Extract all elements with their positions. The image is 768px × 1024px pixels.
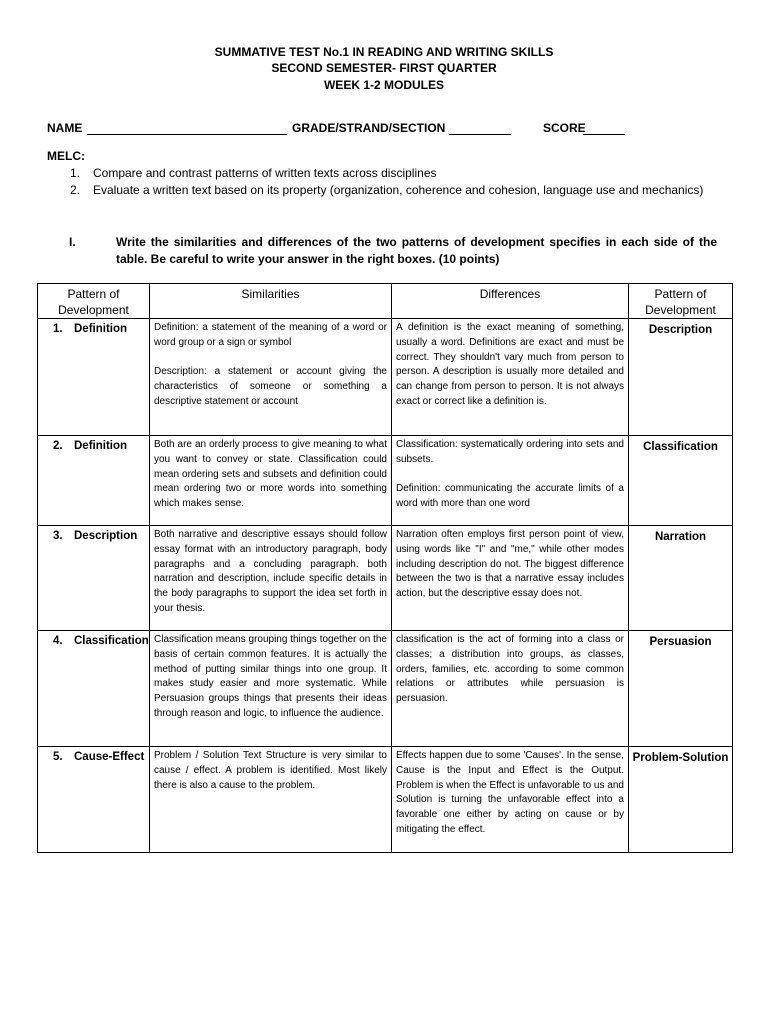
grade-strand-section-blank[interactable]	[449, 134, 511, 135]
row-number: 3.	[53, 530, 63, 542]
right-pattern-cell: Problem-Solution	[629, 747, 733, 853]
left-pattern-cell	[38, 631, 150, 747]
right-pattern-cell: Persuasion	[629, 631, 733, 747]
test-title: SUMMATIVE TEST No.1 IN READING AND WRITING SKILLS	[214, 45, 554, 59]
similarities-paragraph: Problem / Solution Text Structure is very similar to cause / effect. A problem is identified. Most likely there is also a cause to the problem.	[154, 750, 387, 791]
melc-label: MELC:	[47, 149, 85, 163]
similarities-cell[interactable]	[150, 319, 392, 436]
differences-paragraph: Definition: communicating the accurate limits of a word with more than one word	[396, 483, 624, 510]
left-pattern-name: Description	[74, 530, 138, 542]
similarities-paragraph: Both narrative and descriptive essays should follow essay format with an introductory paragraph, body paragraphs and a concluding paragraph. both narration and description, include specific details in the body paragraphs to support the idea set forth in your thesis.	[154, 529, 387, 614]
right-pattern-cell: Narration	[629, 526, 733, 631]
differences-cell[interactable]	[392, 436, 629, 526]
melc-item	[70, 182, 716, 216]
differences-paragraph: Classification: systematically ordering into sets and subsets.	[396, 439, 624, 465]
differences-cell[interactable]	[392, 526, 629, 631]
similarities-cell[interactable]	[150, 526, 392, 631]
row-number: 1.	[53, 323, 63, 335]
table-header-row	[38, 284, 733, 319]
name-blank[interactable]	[87, 134, 287, 135]
differences-paragraph: classification is the act of forming into a class or classes; a distribution into groups, as classes, orders, families, etc. according to some common relations or attributes while persuasion is persuasion.	[396, 634, 624, 705]
row-number: 5.	[53, 751, 63, 763]
table-row	[38, 319, 733, 436]
header-similarities: Similarities	[150, 284, 392, 319]
melc-item	[70, 165, 716, 182]
differences-cell[interactable]	[392, 319, 629, 436]
similarities-paragraph: Definition: a statement of the meaning of a word or word group or a sign or symbol	[154, 322, 387, 348]
left-pattern-cell	[38, 436, 150, 526]
grade-strand-section-label: GRADE/STRAND/SECTION	[292, 121, 446, 135]
student-info-row	[47, 121, 717, 139]
differences-paragraph: Narration often employs first person point of view, using words like "I" and "me," while other modes including description do not. The biggest difference between the two is that a narrative essay includes action, but the descriptive essay does not.	[396, 529, 624, 600]
differences-cell[interactable]	[392, 747, 629, 853]
differences-cell[interactable]	[392, 631, 629, 747]
score-label: SCORE	[543, 121, 586, 135]
row-number: 2.	[53, 440, 63, 452]
differences-paragraph: Effects happen due to some 'Causes'. In the sense, Cause is the Input and Effect is the Output. Problem is when the Effect is unfavorable to us and Solution is turning the unfavorable effect into a favorable one either by acting on cause or by mitigating the effect.	[396, 750, 624, 835]
instruction-text: Write the similarities and differences of the two patterns of development specifies in each side of the table. Be careful to write your answer in the right boxes. (10 points)	[116, 235, 717, 266]
right-pattern-cell: Description	[629, 319, 733, 436]
left-pattern-cell	[38, 526, 150, 631]
table-row	[38, 526, 733, 631]
header-left-pattern: Pattern of Development	[38, 284, 150, 319]
melc-item-number: 1.	[70, 166, 81, 180]
table-row	[38, 747, 733, 853]
similarities-paragraph: Classification means grouping things together on the basis of certain common features. It is actually the method of putting similar things into one group. It makes study easier and more systematic. While Persuasion groups things that presents their ideas through reason and logic, to influence the audience.	[154, 634, 387, 719]
comparison-table	[37, 283, 733, 853]
header-differences: Differences	[392, 284, 629, 319]
left-pattern-name: Definition	[74, 323, 128, 335]
instruction-number: I.	[69, 235, 76, 249]
semester-title: SECOND SEMESTER- FIRST QUARTER	[271, 61, 497, 75]
left-pattern-cell	[38, 319, 150, 436]
melc-item-text: Evaluate a written text based on its property (organization, coherence and cohesion, language use and mechanics)	[93, 183, 704, 197]
similarities-cell[interactable]	[150, 436, 392, 526]
score-blank[interactable]	[583, 134, 625, 135]
right-pattern-cell: Classification	[629, 436, 733, 526]
name-label: NAME	[47, 121, 83, 135]
week-title: WEEK 1-2 MODULES	[323, 78, 444, 92]
similarities-paragraph: Both are an orderly process to give meaning to what you want to convey or state. Classification could mean ordering sets and subsets and definition could mean ordering two or more words into something which makes sense.	[154, 439, 387, 510]
similarities-cell[interactable]	[150, 631, 392, 747]
instruction	[69, 234, 717, 268]
similarities-paragraph: Description: a statement or account giving the characteristics of someone or something a descriptive statement or account	[154, 366, 387, 407]
header-right-pattern: Pattern of Development	[629, 284, 733, 319]
left-pattern-cell	[38, 747, 150, 853]
table-row	[38, 436, 733, 526]
left-pattern-name: Definition	[74, 440, 128, 452]
similarities-cell[interactable]	[150, 747, 392, 853]
differences-paragraph: A definition is the exact meaning of something, usually a word. Definitions are exact and must be correct. They shouldn't vary much from person to person. A description is usually more detailed and can change from person to person. It is not always exact or correct like a definition is.	[396, 322, 624, 407]
melc-item-text: Compare and contrast patterns of written texts across disciplines	[93, 166, 437, 180]
melc-item-number: 2.	[70, 183, 81, 197]
left-pattern-name: Cause-Effect	[74, 751, 145, 763]
left-pattern-name: Classification	[74, 635, 149, 647]
table-row	[38, 631, 733, 747]
row-number: 4.	[53, 635, 63, 647]
